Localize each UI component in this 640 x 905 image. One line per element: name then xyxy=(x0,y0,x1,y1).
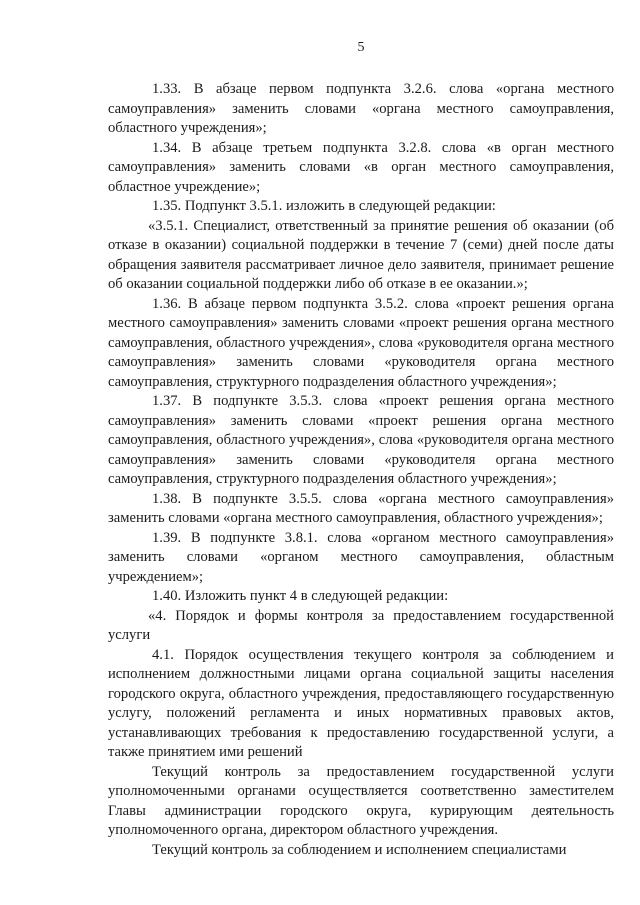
paragraph-1-33: 1.33. В абзаце первом подпункта 3.2.6. слова «органа местного самоуправления» заменить словами «органа местного самоуправления, областного учреждения»; xyxy=(108,81,614,136)
paragraph-4-1: 4.1. Порядок осуществления текущего контроля за соблюдением и исполнением должностными лицами органа социальной защиты населения городского округа, областного учреждения, предоставляющего государственную услугу, положений регламента и иных нормативных правовых актов, устанавливающих требования к предоставлению государственной услуги, а также принятием ими решений xyxy=(108,646,614,760)
paragraph-3-5-1-quote: «3.5.1. Специалист, ответственный за принятие решения об оказании (об отказе в оказании) социальной поддержки в течение 7 (семи) дней после даты обращения заявителя рассматривает личное дело заявителя, принимает решение об оказании социальной поддержки либо об отказе в ее оказании.»; xyxy=(108,217,614,292)
paragraph-current-control-specialists: Текущий контроль за соблюдением и исполнением специалистами xyxy=(152,841,567,858)
page-number: 5 xyxy=(357,40,365,55)
paragraph-1-35: 1.35. Подпункт 3.5.1. изложить в следующей редакции: xyxy=(152,198,496,214)
paragraph-1-38: 1.38. В подпункте 3.5.5. слова «органа местного самоуправления» заменить словами «органа местного самоуправления, областного учреждения»; xyxy=(108,490,614,526)
paragraph-1-34: 1.34. В абзаце третьем подпункта 3.2.8. слова «в орган местного самоуправления» заменить словами «в орган местного самоуправления, областное учреждение»; xyxy=(108,139,614,195)
paragraph-1-40: 1.40. Изложить пункт 4 в следующей редакции: xyxy=(152,588,449,604)
paragraph-1-37: 1.37. В подпункте 3.5.3. слова «проект решения органа местного самоуправления» заменить словами «проект решения органа местного самоуправления, областного учреждения», слова «руководителя органа местного самоуправления» заменить словами «руководителя органа местного самоуправления, структурного подразделения областного учреждения»; xyxy=(108,393,614,487)
paragraph-current-control: Текущий контроль за предоставлением государственной услуги уполномоченными органами осуществляется соответственно заместителем Главы администрации городского округа, курирующим деятельность уполномоченного органа, директором областного учреждения. xyxy=(108,763,614,838)
paragraph-1-39: 1.39. В подпункте 3.8.1. слова «органом местного самоуправления» заменить словами «органом местного самоуправления, областным учреждением»; xyxy=(108,529,614,585)
paragraph-1-36: 1.36. В абзаце первом подпункта 3.5.2. слова «проект решения органа местного самоуправления» заменить словами «проект решения органа местного самоуправления, областного учреждения», слова «руководителя органа местного самоуправления» заменить словами «руководителя органа местного самоуправления, структурного подразделения областного учреждения»; xyxy=(108,295,614,390)
section-4-heading: «4. Порядок и формы контроля за предоставлением государственной услуги xyxy=(108,607,614,643)
